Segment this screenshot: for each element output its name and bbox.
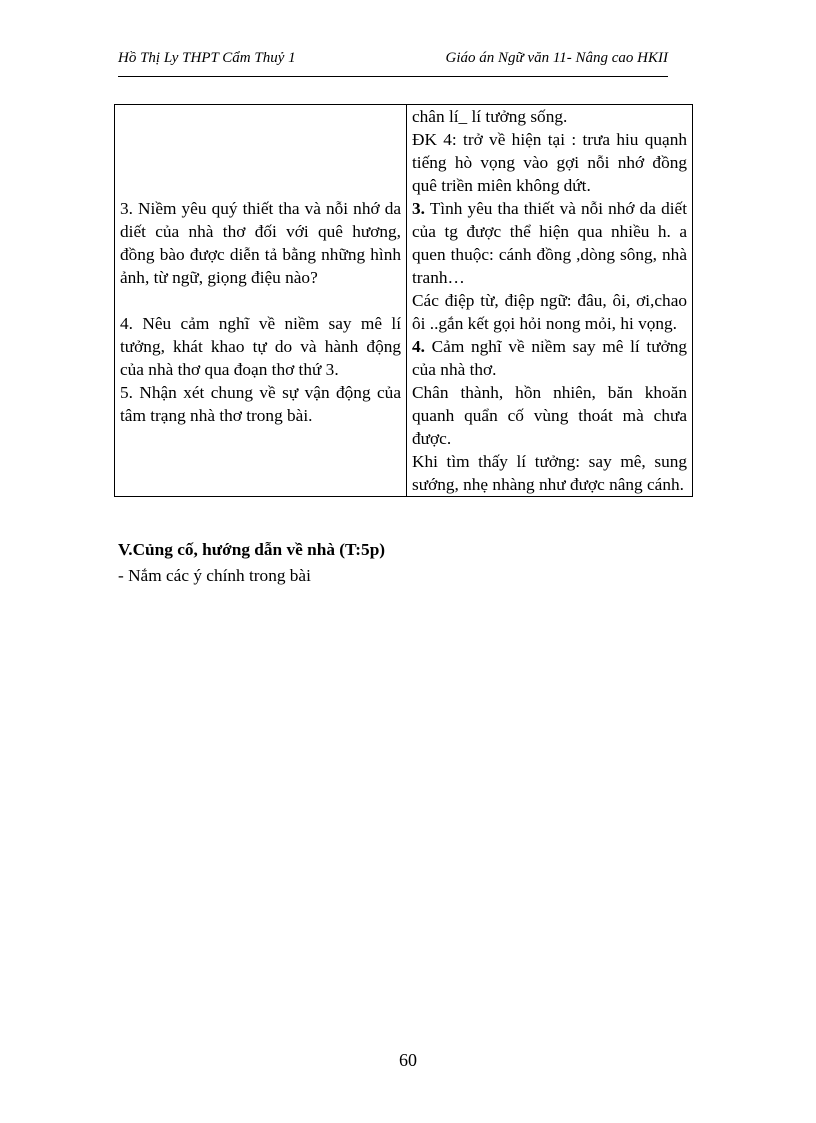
- header-rule: [118, 76, 668, 77]
- answer-3: [412, 197, 687, 289]
- section-v-title: V.Củng cố, hướng dẫn về nhà (T:5p): [118, 540, 386, 559]
- answer-dk4: ĐK 4: trở về hiện tại : trưa hiu quạnh tiếng hò vọng vào gợi nỗi nhớ đồng quê triền miên không dứt.: [412, 130, 687, 195]
- question-3: 3. Niềm yêu quý thiết tha và nỗi nhớ da diết của nhà thơ đối với quê hương, đồng bào được diễn tả bằng những hình ảnh, từ ngữ, giọng điệu nào?: [120, 199, 401, 287]
- answer-4-part-1: Chân thành, hồn nhiên, băn khoăn quanh quẩn cố vùng thoát mà chưa được.: [412, 383, 687, 448]
- header-title: Giáo án Ngữ văn 11- Nâng cao HKII: [445, 50, 668, 66]
- answer-3-number: 3.: [412, 199, 425, 218]
- answers-cell: [407, 105, 693, 497]
- lesson-table: [114, 104, 693, 497]
- section-v-bullet: - Nắm các ý chính trong bài: [118, 566, 311, 585]
- answer-3-text: Tình yêu tha thiết và nỗi nhớ da diết của tg được thể hiện qua nhiều h. a quen thuộc: cánh đồng ,dòng sông, nhà tranh…: [412, 199, 687, 287]
- question-5: 5. Nhận xét chung về sự vận động của tâm trạng nhà thơ trong bài.: [120, 383, 401, 425]
- page-number: 60: [399, 1050, 417, 1070]
- answer-4-number: 4.: [412, 337, 425, 356]
- blank-space: [120, 289, 401, 312]
- answer-intro: chân lí_ lí tưởng sống.: [412, 107, 568, 126]
- answer-4-part-2: Khi tìm thấy lí tưởng: say mê, sung sướng, nhẹ nhàng như được nâng cánh.: [412, 452, 687, 494]
- page-header: [118, 50, 668, 72]
- answer-4-text: Cảm nghĩ về niềm say mê lí tưởng của nhà thơ.: [412, 337, 687, 379]
- header-author: Hồ Thị Ly THPT Cẩm Thuỷ 1: [118, 50, 296, 66]
- answer-3-devices: Các điệp từ, điệp ngữ: đâu, ôi, ơi,chao ôi ..gắn kết gọi hỏi nong mỏi, hi vọng.: [412, 291, 687, 333]
- answer-4: [412, 335, 687, 381]
- blank-space: [120, 105, 401, 197]
- question-4: 4. Nêu cảm nghĩ về niềm say mê lí tưởng, khát khao tự do và hành động của nhà thơ qua đoạn thơ thứ 3.: [120, 314, 401, 379]
- questions-cell: [115, 105, 407, 497]
- table-row: [115, 105, 693, 497]
